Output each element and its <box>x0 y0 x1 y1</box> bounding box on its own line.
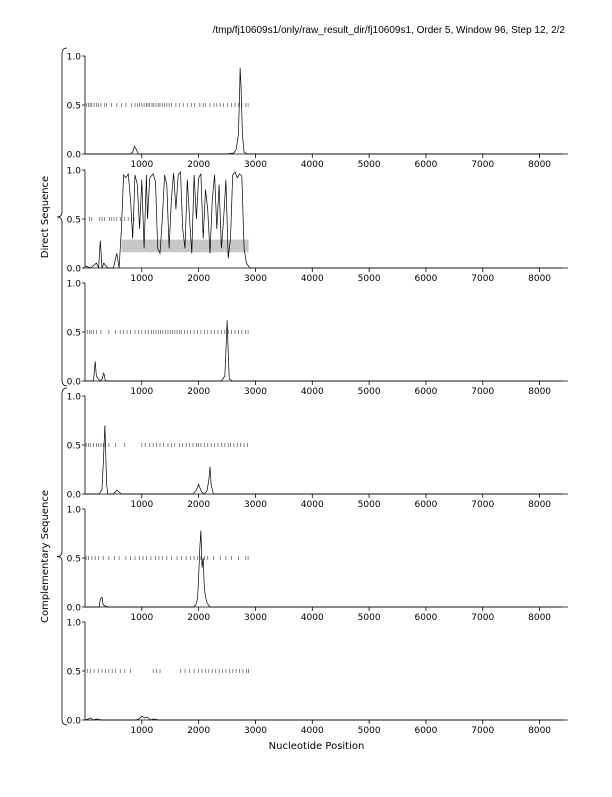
x-tick-label: 6000 <box>414 726 438 736</box>
x-axis-label: Nucleotide Position <box>268 741 365 752</box>
x-tick-label: 6000 <box>414 500 438 510</box>
x-tick-label: 7000 <box>471 274 495 284</box>
y-tick-label: 1.0 <box>66 618 81 629</box>
y-tick-label: 0.0 <box>66 603 81 614</box>
y-tick-label: 0.5 <box>66 215 81 226</box>
group-label: Direct Sequence <box>40 175 51 259</box>
x-tick-label: 4000 <box>300 726 324 736</box>
x-tick-label: 8000 <box>528 613 552 623</box>
x-tick-label: 1000 <box>130 160 154 170</box>
y-tick-label: 0.0 <box>66 377 81 388</box>
y-tick-label: 0.0 <box>66 150 81 161</box>
y-tick-label: 1.0 <box>66 505 81 516</box>
x-tick-label: 6000 <box>414 160 438 170</box>
series-line <box>85 172 562 268</box>
y-tick-label: 0.5 <box>66 101 81 112</box>
x-tick-label: 8000 <box>528 726 552 736</box>
x-tick-label: 7000 <box>471 726 495 736</box>
x-tick-label: 2000 <box>187 160 211 170</box>
y-tick-label: 1.0 <box>66 166 81 177</box>
x-tick-label: 2000 <box>187 613 211 623</box>
x-tick-label: 6000 <box>414 613 438 623</box>
x-tick-label: 8000 <box>528 500 552 510</box>
x-tick-label: 3000 <box>244 160 267 170</box>
x-tick-label: 4000 <box>300 387 324 397</box>
x-tick-label: 8000 <box>528 274 552 284</box>
x-tick-label: 2000 <box>187 726 211 736</box>
x-tick-label: 8000 <box>528 387 552 397</box>
x-tick-label: 7000 <box>471 160 495 170</box>
x-tick-label: 5000 <box>357 387 381 397</box>
x-tick-label: 8000 <box>528 160 552 170</box>
y-tick-label: 0.5 <box>66 667 81 678</box>
series-line <box>85 68 562 154</box>
x-tick-label: 1000 <box>130 274 154 284</box>
x-tick-label: 1000 <box>130 387 154 397</box>
y-tick-label: 0.0 <box>66 490 81 501</box>
x-tick-label: 1000 <box>130 726 154 736</box>
x-tick-label: 2000 <box>187 274 211 284</box>
x-tick-label: 6000 <box>414 274 438 284</box>
y-tick-label: 0.5 <box>66 554 81 565</box>
series-line <box>85 425 562 494</box>
series-line <box>85 531 562 607</box>
x-tick-label: 3000 <box>244 613 267 623</box>
series-line <box>85 716 562 720</box>
y-tick-label: 1.0 <box>66 279 81 290</box>
x-tick-label: 5000 <box>357 726 381 736</box>
x-tick-label: 7000 <box>471 500 495 510</box>
x-tick-label: 3000 <box>244 274 267 284</box>
x-tick-label: 1000 <box>130 500 154 510</box>
group-label: Complementary Sequence <box>40 490 51 623</box>
x-tick-label: 2000 <box>187 500 211 510</box>
x-tick-label: 2000 <box>187 387 211 397</box>
y-tick-label: 0.0 <box>66 264 81 275</box>
y-tick-label: 1.0 <box>66 392 81 403</box>
y-tick-label: 0.5 <box>66 328 81 339</box>
y-tick-label: 0.5 <box>66 441 81 452</box>
group-bracket <box>57 388 67 725</box>
x-tick-label: 3000 <box>244 387 267 397</box>
x-tick-label: 7000 <box>471 387 495 397</box>
x-tick-label: 5000 <box>357 160 381 170</box>
x-tick-label: 1000 <box>130 613 154 623</box>
x-tick-label: 3000 <box>244 726 267 736</box>
y-tick-label: 0.0 <box>66 716 81 727</box>
x-tick-label: 3000 <box>244 500 267 510</box>
y-tick-label: 1.0 <box>66 52 81 63</box>
x-tick-label: 5000 <box>357 500 381 510</box>
x-tick-label: 5000 <box>357 613 381 623</box>
x-tick-label: 4000 <box>300 500 324 510</box>
x-tick-label: 6000 <box>414 387 438 397</box>
x-tick-label: 7000 <box>471 613 495 623</box>
series-line <box>85 320 562 381</box>
chart-title: /tmp/fj10609s1/only/raw_result_dir/fj10609s1, Order 5, Window 96, Step 12, 2/2 <box>212 25 565 36</box>
x-tick-label: 4000 <box>300 160 324 170</box>
group-bracket <box>57 48 67 386</box>
x-tick-label: 5000 <box>357 274 381 284</box>
x-tick-label: 4000 <box>300 274 324 284</box>
x-tick-label: 4000 <box>300 613 324 623</box>
